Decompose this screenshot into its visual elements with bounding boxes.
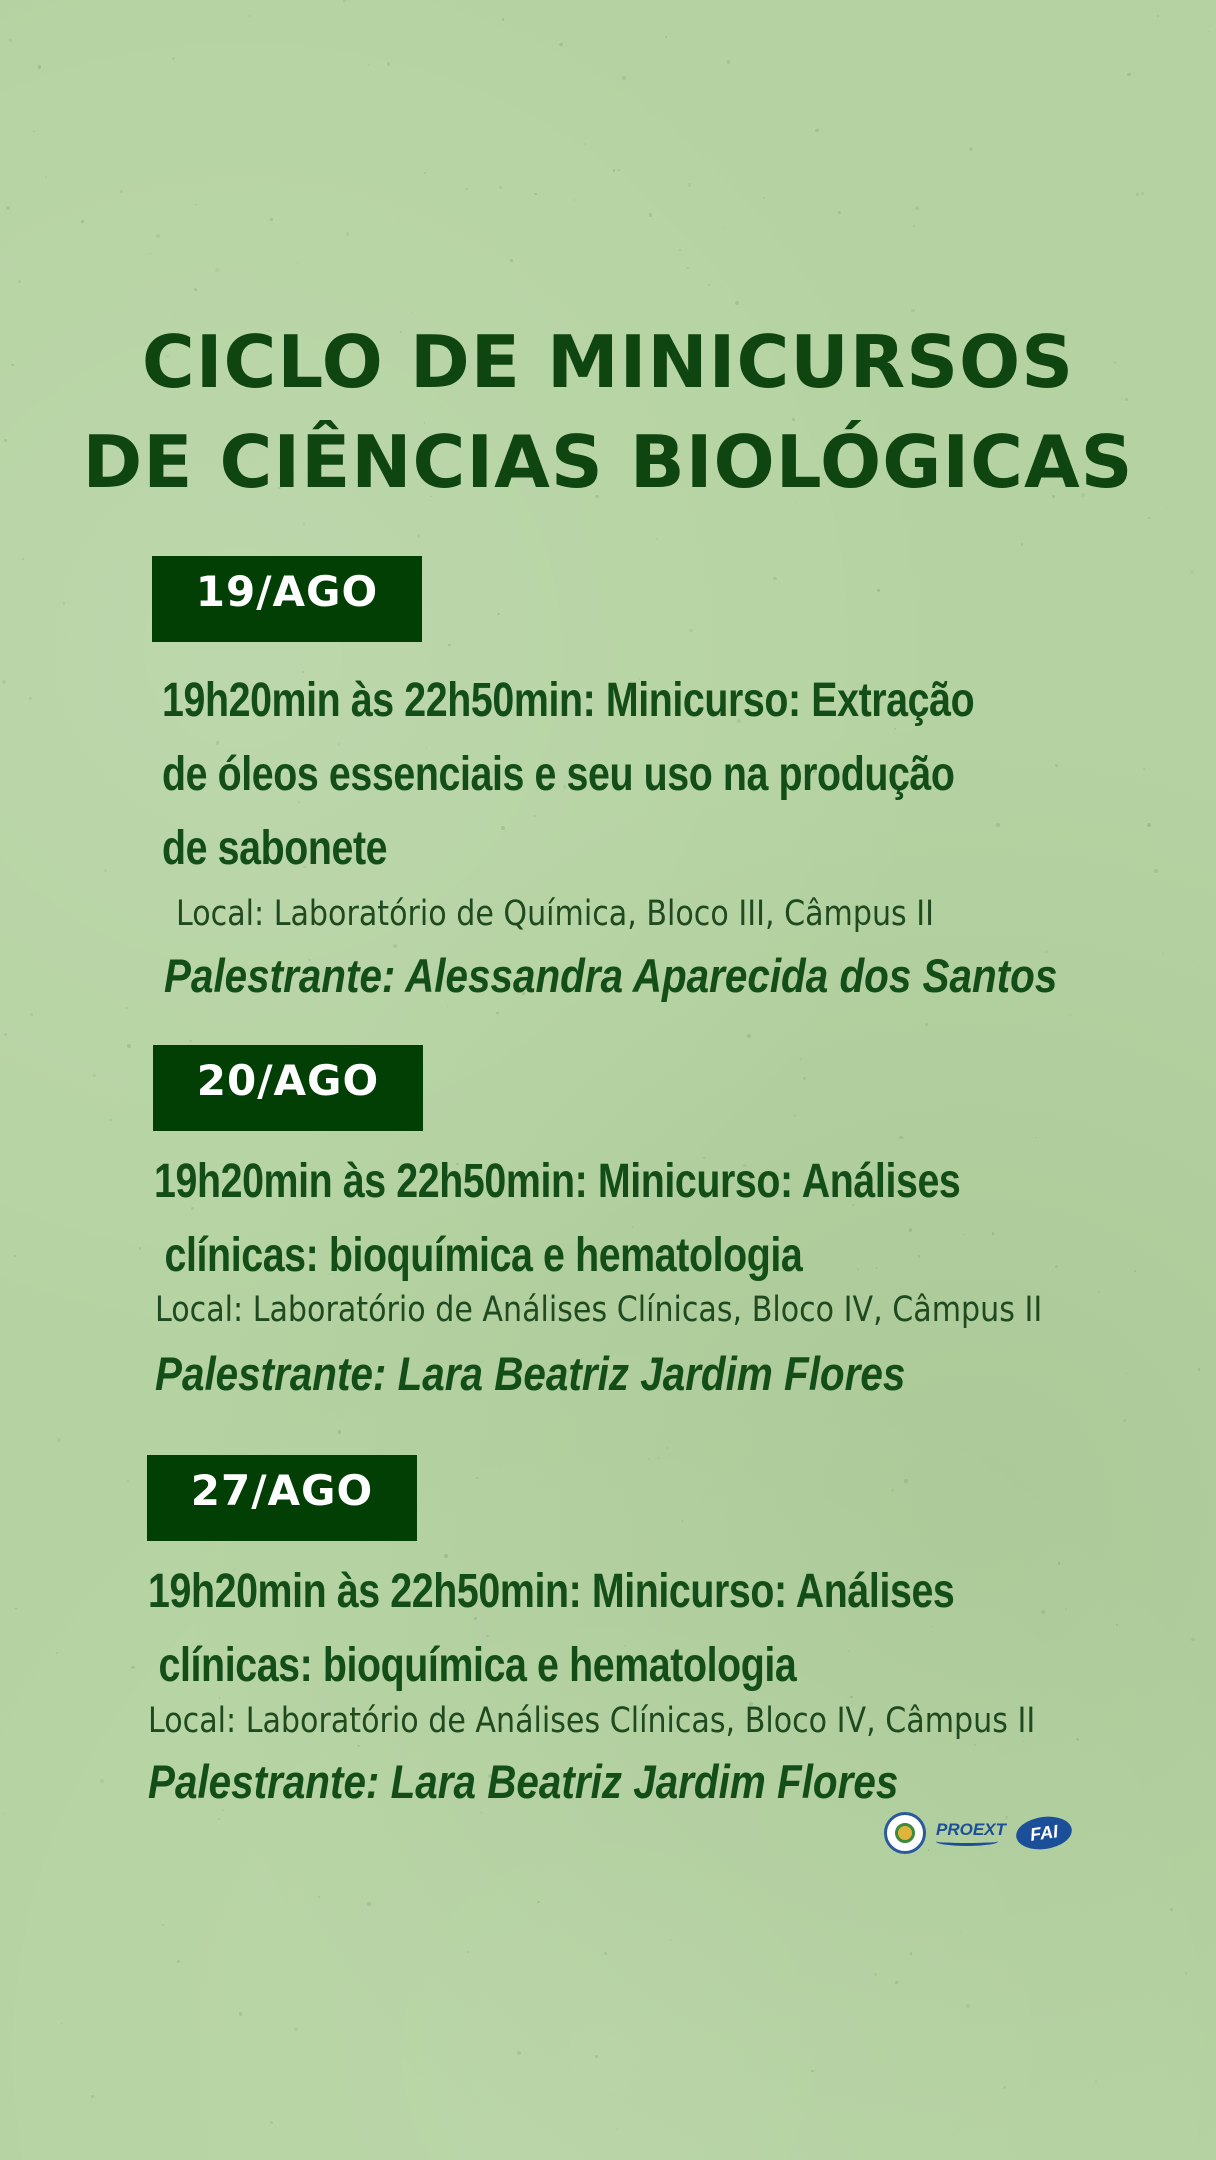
- session-1-title-line-3: de sabonete: [162, 822, 388, 875]
- texture-speck: [4, 1813, 6, 1815]
- texture-speck: [150, 253, 152, 255]
- texture-speck: [14, 1255, 16, 1257]
- texture-speck: [537, 1901, 540, 1904]
- texture-speck: [465, 188, 468, 191]
- texture-speck: [616, 2128, 618, 2130]
- session-3-speaker: Palestrante: Lara Beatriz Jardim Flores: [148, 1755, 899, 1808]
- texture-speck: [367, 1902, 371, 1906]
- texture-speck: [417, 534, 421, 538]
- texture-speck: [1123, 1419, 1125, 1421]
- texture-speck: [803, 1077, 806, 1080]
- texture-speck: [131, 1666, 134, 1669]
- texture-speck: [387, 62, 390, 65]
- session-3-title: [148, 1555, 954, 1703]
- texture-speck: [30, 1013, 33, 1016]
- texture-speck: [670, 1939, 672, 1941]
- texture-speck: [1143, 768, 1145, 770]
- texture-speck: [658, 1457, 660, 1459]
- texture-speck: [686, 267, 689, 270]
- texture-speck: [682, 1520, 683, 1521]
- title-line-1: CICLO DE MINICURSOS: [141, 320, 1075, 404]
- session-2-title-line-2: clínicas: bioquímica e hematologia: [154, 1229, 803, 1282]
- texture-speck: [126, 1007, 128, 1009]
- texture-speck: [1003, 2086, 1006, 2089]
- texture-speck: [22, 558, 24, 560]
- texture-speck: [1147, 823, 1151, 827]
- texture-speck: [1041, 1610, 1045, 1614]
- texture-speck: [120, 190, 123, 193]
- texture-speck: [100, 1779, 104, 1783]
- texture-speck: [618, 169, 620, 171]
- poster-title: [0, 312, 1216, 512]
- texture-speck: [925, 1023, 928, 1026]
- texture-speck: [1126, 1373, 1128, 1375]
- texture-speck: [1193, 960, 1195, 962]
- texture-speck: [93, 1074, 96, 1077]
- texture-speck: [338, 1430, 341, 1433]
- session-1-title-line-2: de óleos essenciais e seu uso na produção: [162, 748, 955, 801]
- texture-speck: [56, 1652, 58, 1654]
- texture-speck: [1157, 15, 1159, 17]
- texture-speck: [800, 1058, 803, 1061]
- texture-speck: [584, 143, 586, 145]
- proext-logo: [936, 1820, 1006, 1846]
- texture-speck: [127, 1480, 129, 1482]
- texture-speck: [1154, 869, 1158, 873]
- proext-swoosh-icon: [936, 1837, 998, 1846]
- texture-speck: [1066, 179, 1067, 180]
- texture-speck: [794, 1114, 796, 1116]
- texture-speck: [270, 2121, 273, 2124]
- texture-speck: [368, 64, 370, 66]
- texture-speck: [343, 0, 345, 2]
- texture-speck: [502, 18, 504, 20]
- session-2-local: Local: Laboratório de Análises Clínicas, Bloco IV, Câmpus II: [155, 1290, 1043, 1330]
- texture-speck: [476, 1477, 478, 1479]
- texture-speck: [2, 680, 6, 684]
- texture-speck: [218, 1818, 220, 1820]
- date-badge-27-ago: 27/AGO: [147, 1455, 417, 1541]
- texture-speck: [177, 1960, 180, 1963]
- texture-speck: [1116, 1624, 1118, 1626]
- texture-speck: [874, 1973, 877, 1976]
- texture-speck: [763, 197, 765, 199]
- texture-speck: [18, 280, 21, 283]
- texture-speck: [45, 176, 47, 178]
- texture-speck: [891, 1489, 894, 1492]
- texture-speck: [747, 1034, 751, 1038]
- texture-speck: [724, 227, 725, 228]
- texture-speck: [1191, 1638, 1194, 1641]
- texture-speck: [239, 2012, 243, 2016]
- texture-speck: [1058, 1562, 1060, 1564]
- texture-speck: [689, 629, 693, 633]
- texture-speck: [189, 1040, 191, 1042]
- texture-speck: [648, 1458, 650, 1460]
- texture-speck: [708, 284, 710, 286]
- texture-speck: [1070, 1014, 1072, 1016]
- texture-speck: [9, 39, 12, 42]
- texture-speck: [992, 1232, 994, 1234]
- texture-speck: [649, 213, 652, 216]
- texture-speck: [297, 263, 298, 264]
- texture-speck: [109, 1119, 111, 1121]
- texture-speck: [1185, 1972, 1187, 1974]
- texture-speck: [665, 36, 667, 38]
- texture-speck: [915, 206, 919, 210]
- texture-speck: [1065, 1608, 1067, 1610]
- texture-speck: [1035, 1137, 1037, 1139]
- texture-speck: [960, 1931, 961, 1932]
- texture-speck: [996, 823, 1000, 827]
- session-2-title-line-1: 19h20min às 22h50min: Minicurso: Análises: [154, 1155, 961, 1208]
- sponsor-logos: [884, 1808, 1072, 1858]
- texture-speck: [270, 218, 273, 221]
- texture-speck: [727, 60, 730, 63]
- texture-speck: [622, 76, 626, 80]
- texture-speck: [679, 249, 681, 251]
- texture-speck: [4, 1033, 7, 1036]
- texture-speck: [357, 1745, 360, 1748]
- texture-speck: [815, 129, 818, 132]
- texture-speck: [38, 65, 42, 69]
- texture-speck: [963, 1234, 965, 1236]
- session-2-title: [154, 1145, 960, 1293]
- texture-speck: [510, 259, 513, 262]
- texture-speck: [877, 589, 879, 591]
- texture-speck: [1162, 953, 1164, 955]
- texture-speck: [15, 1608, 16, 1609]
- texture-speck: [904, 1479, 908, 1483]
- session-2-speaker: Palestrante: Lara Beatriz Jardim Flores: [155, 1347, 906, 1400]
- texture-speck: [1141, 192, 1144, 195]
- texture-speck: [318, 1896, 321, 1899]
- session-3-local: Local: Laboratório de Análises Clínicas, Bloco IV, Câmpus II: [148, 1701, 1036, 1741]
- texture-speck: [81, 220, 83, 222]
- texture-speck: [910, 1952, 913, 1955]
- date-badge-19-ago: 19/AGO: [152, 556, 422, 642]
- texture-speck: [534, 193, 537, 196]
- texture-speck: [595, 2055, 598, 2058]
- texture-speck: [397, 220, 398, 221]
- texture-speck: [613, 169, 615, 171]
- texture-speck: [517, 2051, 521, 2055]
- texture-speck: [1055, 1265, 1057, 1267]
- texture-speck: [424, 172, 426, 174]
- texture-speck: [974, 1744, 976, 1746]
- texture-speck: [294, 2027, 297, 2030]
- texture-speck: [1134, 1270, 1136, 1272]
- texture-speck: [656, 538, 658, 540]
- texture-speck: [467, 1951, 469, 1953]
- texture-speck: [1208, 31, 1210, 33]
- texture-speck: [1148, 517, 1150, 519]
- session-1-title-line-1: 19h20min às 22h50min: Minicurso: Extração: [162, 674, 975, 727]
- texture-speck: [881, 1833, 882, 1834]
- texture-speck: [838, 211, 841, 214]
- texture-speck: [195, 204, 196, 205]
- date-badge-20-ago: 20/AGO: [153, 1045, 423, 1131]
- texture-speck: [966, 2004, 970, 2008]
- texture-speck: [1184, 1341, 1185, 1342]
- texture-speck: [899, 1136, 902, 1139]
- texture-speck: [215, 268, 219, 272]
- texture-speck: [33, 131, 35, 133]
- fai-logo: FAI: [1014, 1813, 1074, 1852]
- texture-speck: [574, 199, 576, 201]
- texture-speck: [6, 206, 10, 210]
- texture-speck: [499, 1467, 500, 1468]
- texture-speck: [1055, 764, 1058, 767]
- texture-speck: [1170, 1908, 1172, 1910]
- texture-speck: [1136, 193, 1139, 196]
- texture-speck: [913, 225, 915, 227]
- texture-speck: [1127, 73, 1130, 76]
- texture-speck: [1098, 1291, 1100, 1293]
- university-seal-logo: [884, 1812, 926, 1854]
- session-1-speaker: Palestrante: Alessandra Aparecida dos Santos: [164, 949, 1058, 1002]
- texture-speck: [895, 1981, 898, 1984]
- texture-speck: [172, 57, 175, 60]
- texture-speck: [1190, 570, 1194, 574]
- texture-speck: [666, 1447, 668, 1449]
- texture-speck: [604, 1952, 607, 1955]
- texture-speck: [127, 1044, 131, 1048]
- texture-speck: [688, 183, 692, 187]
- texture-speck: [448, 644, 451, 647]
- texture-speck: [139, 1247, 141, 1249]
- texture-speck: [773, 577, 776, 580]
- texture-speck: [63, 602, 65, 604]
- texture-speck: [303, 522, 305, 524]
- texture-speck: [953, 2135, 954, 2136]
- texture-speck: [499, 186, 502, 189]
- texture-speck: [1021, 543, 1024, 546]
- session-3-title-line-2: clínicas: bioquímica e hematologia: [148, 1639, 797, 1692]
- session-1-local: Local: Laboratório de Química, Bloco III, Câmpus II: [176, 894, 935, 934]
- texture-speck: [1198, 1368, 1201, 1371]
- session-3-title-line-1: 19h20min às 22h50min: Minicurso: Análises: [148, 1565, 955, 1618]
- session-1-title: [162, 664, 974, 886]
- texture-speck: [57, 1438, 61, 1442]
- texture-speck: [346, 232, 350, 236]
- texture-speck: [194, 288, 197, 291]
- texture-speck: [104, 869, 107, 872]
- seal-emblem-icon: [895, 1823, 915, 1843]
- texture-speck: [538, 2059, 539, 2060]
- texture-speck: [156, 234, 160, 238]
- texture-speck: [969, 147, 973, 151]
- texture-speck: [91, 2095, 93, 2097]
- texture-speck: [162, 1924, 165, 1927]
- texture-speck: [61, 2023, 63, 2025]
- texture-speck: [496, 1012, 498, 1014]
- texture-speck: [811, 2070, 813, 2072]
- texture-speck: [249, 15, 251, 17]
- proext-logo-text: PROEXT: [936, 1820, 1006, 1839]
- texture-speck: [559, 43, 563, 47]
- texture-speck: [497, 613, 500, 616]
- texture-speck: [29, 697, 32, 700]
- texture-speck: [735, 301, 739, 305]
- texture-speck: [1076, 1738, 1080, 1742]
- title-line-2: DE CIÊNCIAS BIOLÓGICAS: [82, 420, 1134, 504]
- texture-speck: [1095, 2080, 1098, 2083]
